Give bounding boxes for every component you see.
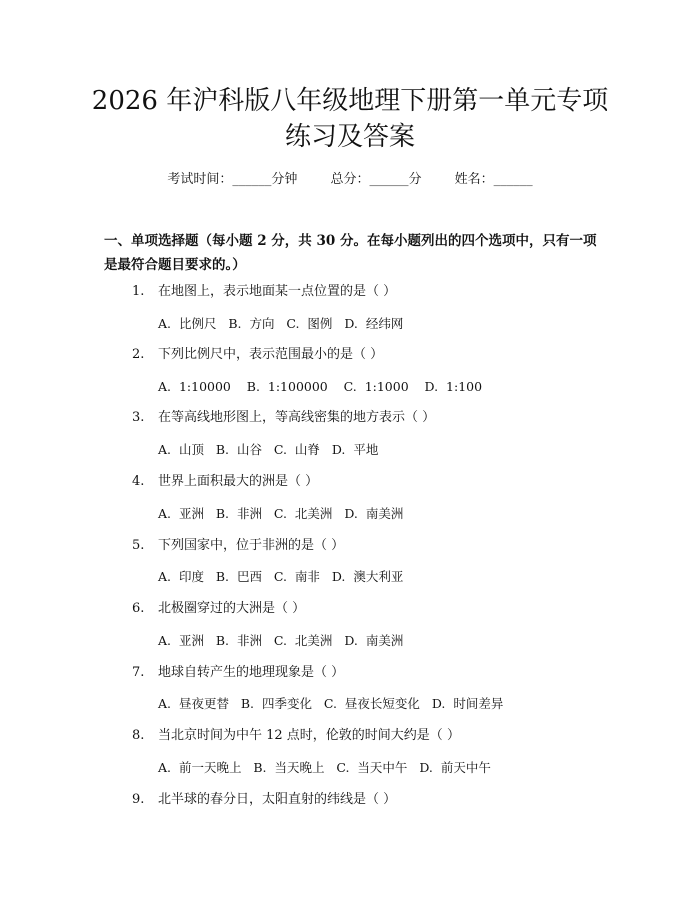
question-1 (132, 283, 592, 301)
question-1-options: A. 比例尺 B. 方向 C. 图例 D. 经纬网 (158, 316, 404, 331)
question-text: 当北京时间为中午 12 点时，伦敦的时间大约是（ ） (158, 728, 460, 743)
section-heading: 一、单项选择题（每小题 2 分，共 30 分。在每小题列出的四个选项中，只有一项是最符合题目要求的。） (104, 233, 597, 273)
time-unit: 分钟 (271, 172, 298, 187)
question-5 (132, 537, 592, 555)
question-3-options: A. 山顶 B. 山谷 C. 山脊 D. 平地 (158, 442, 379, 457)
question-2-options: A. 1:10000 B. 1:100000 C. 1:1000 D. 1:100 (158, 379, 483, 394)
question-number: 2. (132, 347, 145, 362)
question-9 (132, 791, 592, 809)
question-number: 9. (132, 792, 145, 807)
question-5-options: A. 印度 B. 巴西 C. 南非 D. 澳大利亚 (158, 569, 404, 584)
exam-info-line (0, 168, 700, 187)
question-number: 1. (132, 284, 145, 299)
time-blank: ______ (232, 172, 272, 187)
question-text: 北半球的春分日，太阳直射的纬线是（ ） (158, 792, 397, 807)
question-6 (132, 600, 592, 618)
question-number: 3. (132, 410, 145, 425)
question-8 (132, 727, 592, 745)
name-label: 姓名： (454, 172, 494, 187)
question-7-options: A. 昼夜更替 B. 四季变化 C. 昼夜长短变化 D. 时间差异 (158, 696, 504, 711)
question-text: 北极圈穿过的大洲是（ ） (158, 601, 306, 616)
question-text: 下列国家中，位于非洲的是（ ） (158, 538, 345, 553)
question-6-options: A. 亚洲 B. 非洲 C. 北美洲 D. 南美洲 (158, 633, 404, 648)
question-number: 6. (132, 601, 145, 616)
score-blank: ______ (369, 172, 409, 187)
question-8-options: A. 前一天晚上 B. 当天晚上 C. 当天中午 D. 前天中午 (158, 760, 491, 775)
question-number: 8. (132, 728, 145, 743)
score-unit: 分 (408, 172, 422, 187)
name-blank: ______ (493, 172, 533, 187)
question-number: 5. (132, 538, 145, 553)
question-7 (132, 664, 592, 682)
question-text: 下列比例尺中，表示范围最小的是（ ） (158, 347, 384, 362)
score-label: 总分： (330, 172, 370, 187)
time-label: 考试时间： (167, 172, 233, 187)
question-4 (132, 473, 592, 491)
question-text: 在地图上，表示地面某一点位置的是（ ） (158, 284, 397, 299)
question-2 (132, 346, 592, 364)
question-text: 在等高线地形图上，等高线密集的地方表示（ ） (158, 410, 436, 425)
page-title-line-2: 练习及答案 (284, 122, 415, 152)
question-number: 4. (132, 474, 145, 489)
question-text: 地球自转产生的地理现象是（ ） (158, 665, 345, 680)
page-title-line-1: 2026 年沪科版八年级地理下册第一单元专项 (91, 86, 609, 116)
question-number: 7. (132, 665, 145, 680)
question-4-options: A. 亚洲 B. 非洲 C. 北美洲 D. 南美洲 (158, 506, 404, 521)
question-3 (132, 409, 592, 427)
question-text: 世界上面积最大的洲是（ ） (158, 474, 319, 489)
